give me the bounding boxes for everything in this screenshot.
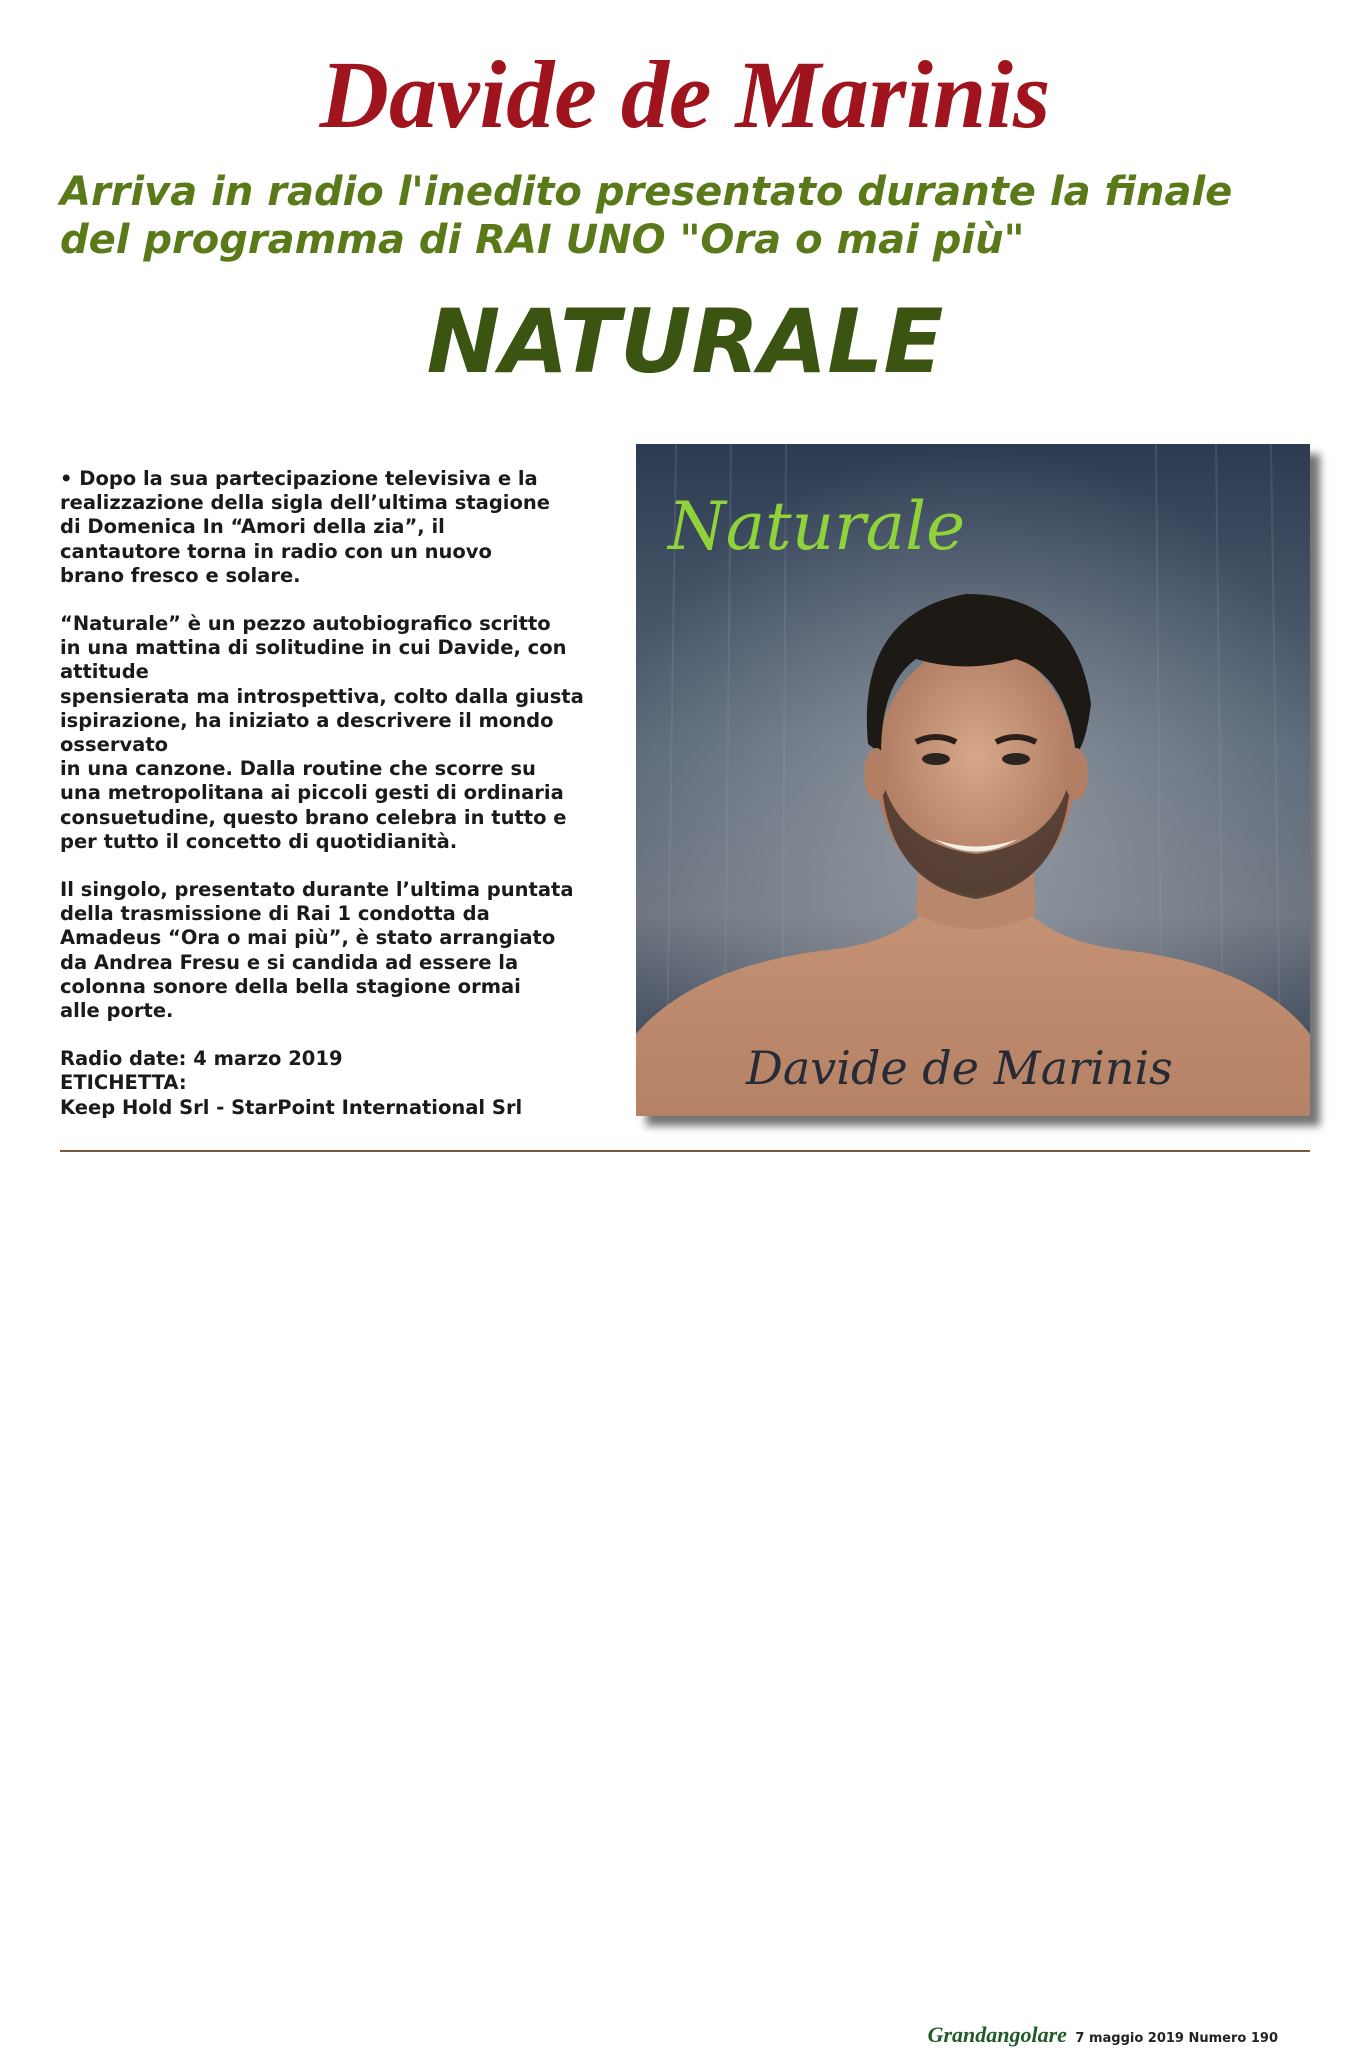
issue-info: 7 maggio 2019 Numero 190: [1075, 2031, 1278, 2046]
article-line: Radio date: 4 marzo 2019: [60, 1047, 343, 1071]
song-title: NATURALE: [426, 290, 944, 393]
article-line: ispirazione, ha iniziato a descrivere il mondo: [60, 708, 554, 732]
cover-script-title: Naturale: [668, 488, 966, 565]
article-line: della trasmissione di Rai 1 condotta da: [60, 902, 490, 926]
article-line: per tutto il concetto di quotidianità.: [60, 829, 458, 853]
divider: [60, 1150, 1310, 1152]
article-line: attitude: [60, 660, 149, 684]
article-line: ETICHETTA:: [60, 1071, 187, 1095]
article-line: realizzazione della sigla dell’ultima stagione: [60, 491, 550, 515]
article-line: Amadeus “Ora o mai più”, è stato arrangiato: [60, 926, 556, 950]
album-cover: [636, 444, 1310, 1116]
cover-artist-signature: Davide de Marinis: [746, 1041, 1173, 1095]
article-line: in una canzone. Dalla routine che scorre su: [60, 757, 536, 781]
article-line: colonna sonore della bella stagione ormai: [60, 974, 521, 998]
article-line: Il singolo, presentato durante l’ultima puntata: [60, 878, 574, 902]
article-line: cantautore torna in radio con un nuovo: [60, 539, 492, 563]
article-paragraph: [60, 878, 620, 1023]
article-line: Keep Hold Srl - StarPoint International Srl: [60, 1095, 523, 1119]
page-title: Davide de Marinis: [319, 41, 1051, 148]
article-line: in una mattina di solitudine in cui Davide, con: [60, 636, 567, 660]
article-line: una metropolitana ai piccoli gesti di ordinaria: [60, 781, 564, 805]
article-paragraph: [60, 1047, 620, 1120]
article-body: [60, 467, 620, 1144]
article-paragraph: [60, 612, 620, 854]
article-line: • Dopo la sua partecipazione televisiva e la: [60, 467, 538, 490]
cover-artwork: [636, 444, 1310, 1116]
article-line: consuetudine, questo brano celebra in tutto e: [60, 805, 567, 829]
article-line: alle porte.: [60, 999, 174, 1023]
article-line: brano fresco e solare.: [60, 563, 301, 587]
article-line: spensierata ma introspettiva, colto dalla giusta: [60, 684, 584, 708]
subtitle-line-1: Arriva in radio l'inedito presentato durante la finale: [60, 169, 1233, 215]
article-line: da Andrea Fresu e si candida ad essere la: [60, 950, 519, 974]
magazine-name: Grandangolare: [927, 2022, 1067, 2047]
subtitle: [60, 168, 1320, 264]
article-line: di Domenica In “Amori della zia”, il: [60, 515, 445, 539]
article-line: “Naturale” è un pezzo autobiografico scritto: [60, 612, 551, 636]
footer: [928, 2022, 1278, 2048]
article-line: osservato: [60, 733, 169, 757]
subtitle-line-2: del programma di RAI UNO "Ora o mai più": [60, 217, 1025, 263]
article-paragraph: [60, 467, 620, 588]
